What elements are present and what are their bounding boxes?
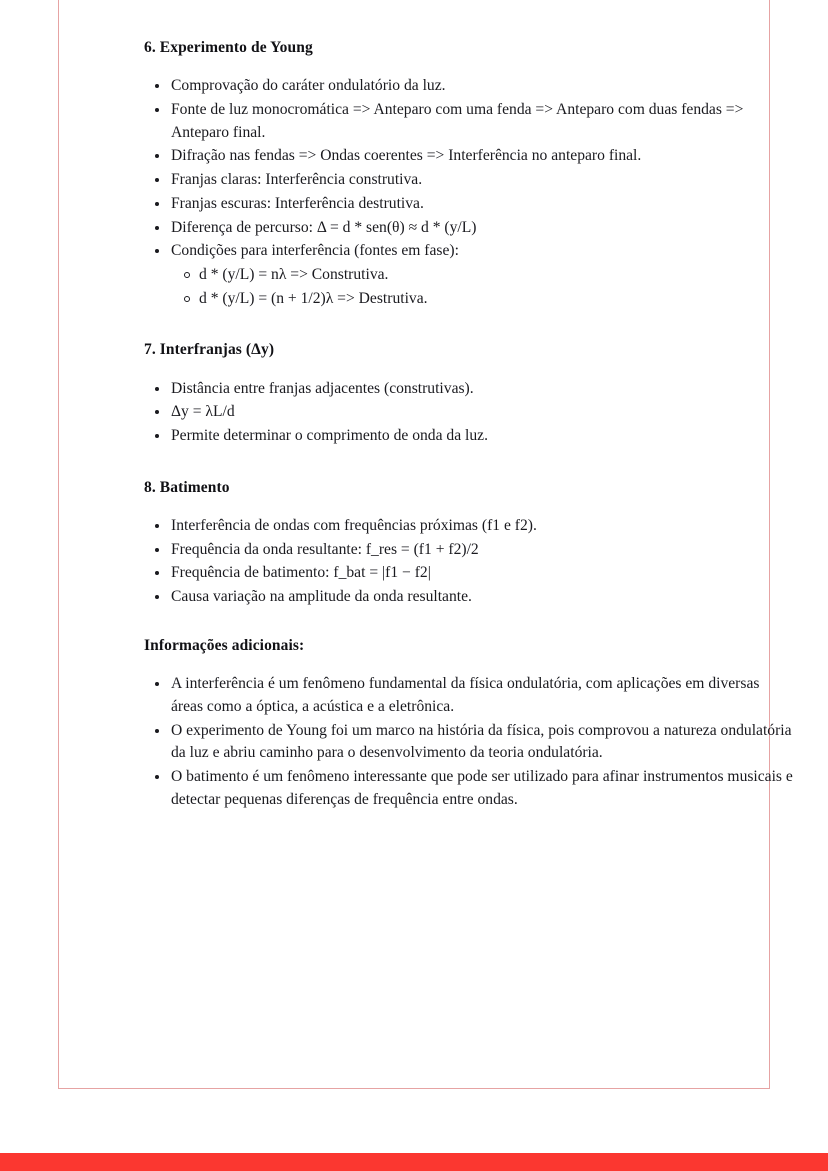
sublist-condicoes-interferencia [144,264,794,310]
list-batimento [144,515,794,609]
list-item: Δy = λL/d [144,401,794,424]
spacer [144,655,794,673]
section-heading-batimento: 8. Batimento [144,478,230,496]
list-experimento-de-young [144,75,794,263]
list-item: Fonte de luz monocromática => Anteparo com uma fenda => Anteparo com duas fendas => Anteparo final. [144,99,794,144]
section-heading-informacoes-adicionais: Informações adicionais: [144,636,305,654]
list-interfranjas [144,378,794,448]
list-item: Interferência de ondas com frequências próximas (f1 e f2). [144,515,794,538]
section-heading-interfranjas: 7. Interfranjas (Δy) [144,341,275,359]
document-content [144,38,794,812]
list-item: Difração nas fendas => Ondas coerentes => Interferência no anteparo final. [144,145,794,168]
list-item: Diferença de percurso: Δ = d * sen(θ) ≈ d * (y/L) [144,217,794,240]
list-item: Comprovação do caráter ondulatório da luz. [144,75,794,98]
list-item: Distância entre franjas adjacentes (construtivas). [144,378,794,401]
list-item: O experimento de Young foi um marco na história da física, pois comprovou a natureza ondulatória da luz e abriu caminho para o desenvolvimento da teoria ondulatória. [144,720,794,765]
list-item: Condições para interferência (fontes em fase): [144,240,794,263]
page-sheet [58,0,793,1089]
list-item: Franjas claras: Interferência construtiva. [144,169,794,192]
list-item: Frequência de batimento: f_bat = |f1 − f2| [144,562,794,585]
list-informacoes-adicionais [144,673,794,811]
spacer [144,610,794,636]
list-item: Franjas escuras: Interferência destrutiva. [144,193,794,216]
sub-list-item: d * (y/L) = (n + 1/2)λ => Destrutiva. [144,288,794,311]
spacer [144,449,794,478]
list-item: O batimento é um fenômeno interessante que pode ser utilizado para afinar instrumentos musicais e detectar pequenas diferenças de frequência entre ondas. [144,766,794,811]
spacer [144,497,794,515]
list-item: Frequência da onda resultante: f_res = (f1 + f2)/2 [144,539,794,562]
spacer [144,360,794,378]
section-heading-experimento-de-young: 6. Experimento de Young [144,39,313,56]
list-item: Permite determinar o comprimento de onda da luz. [144,425,794,448]
spacer [144,311,794,340]
sub-list-item: d * (y/L) = nλ => Construtiva. [144,264,794,287]
bottom-accent-bar [0,1153,828,1171]
spacer [144,57,794,75]
list-item: Causa variação na amplitude da onda resultante. [144,586,794,609]
list-item: A interferência é um fenômeno fundamental da física ondulatória, com aplicações em diversas áreas como a óptica, a acústica e a eletrônica. [144,673,794,718]
